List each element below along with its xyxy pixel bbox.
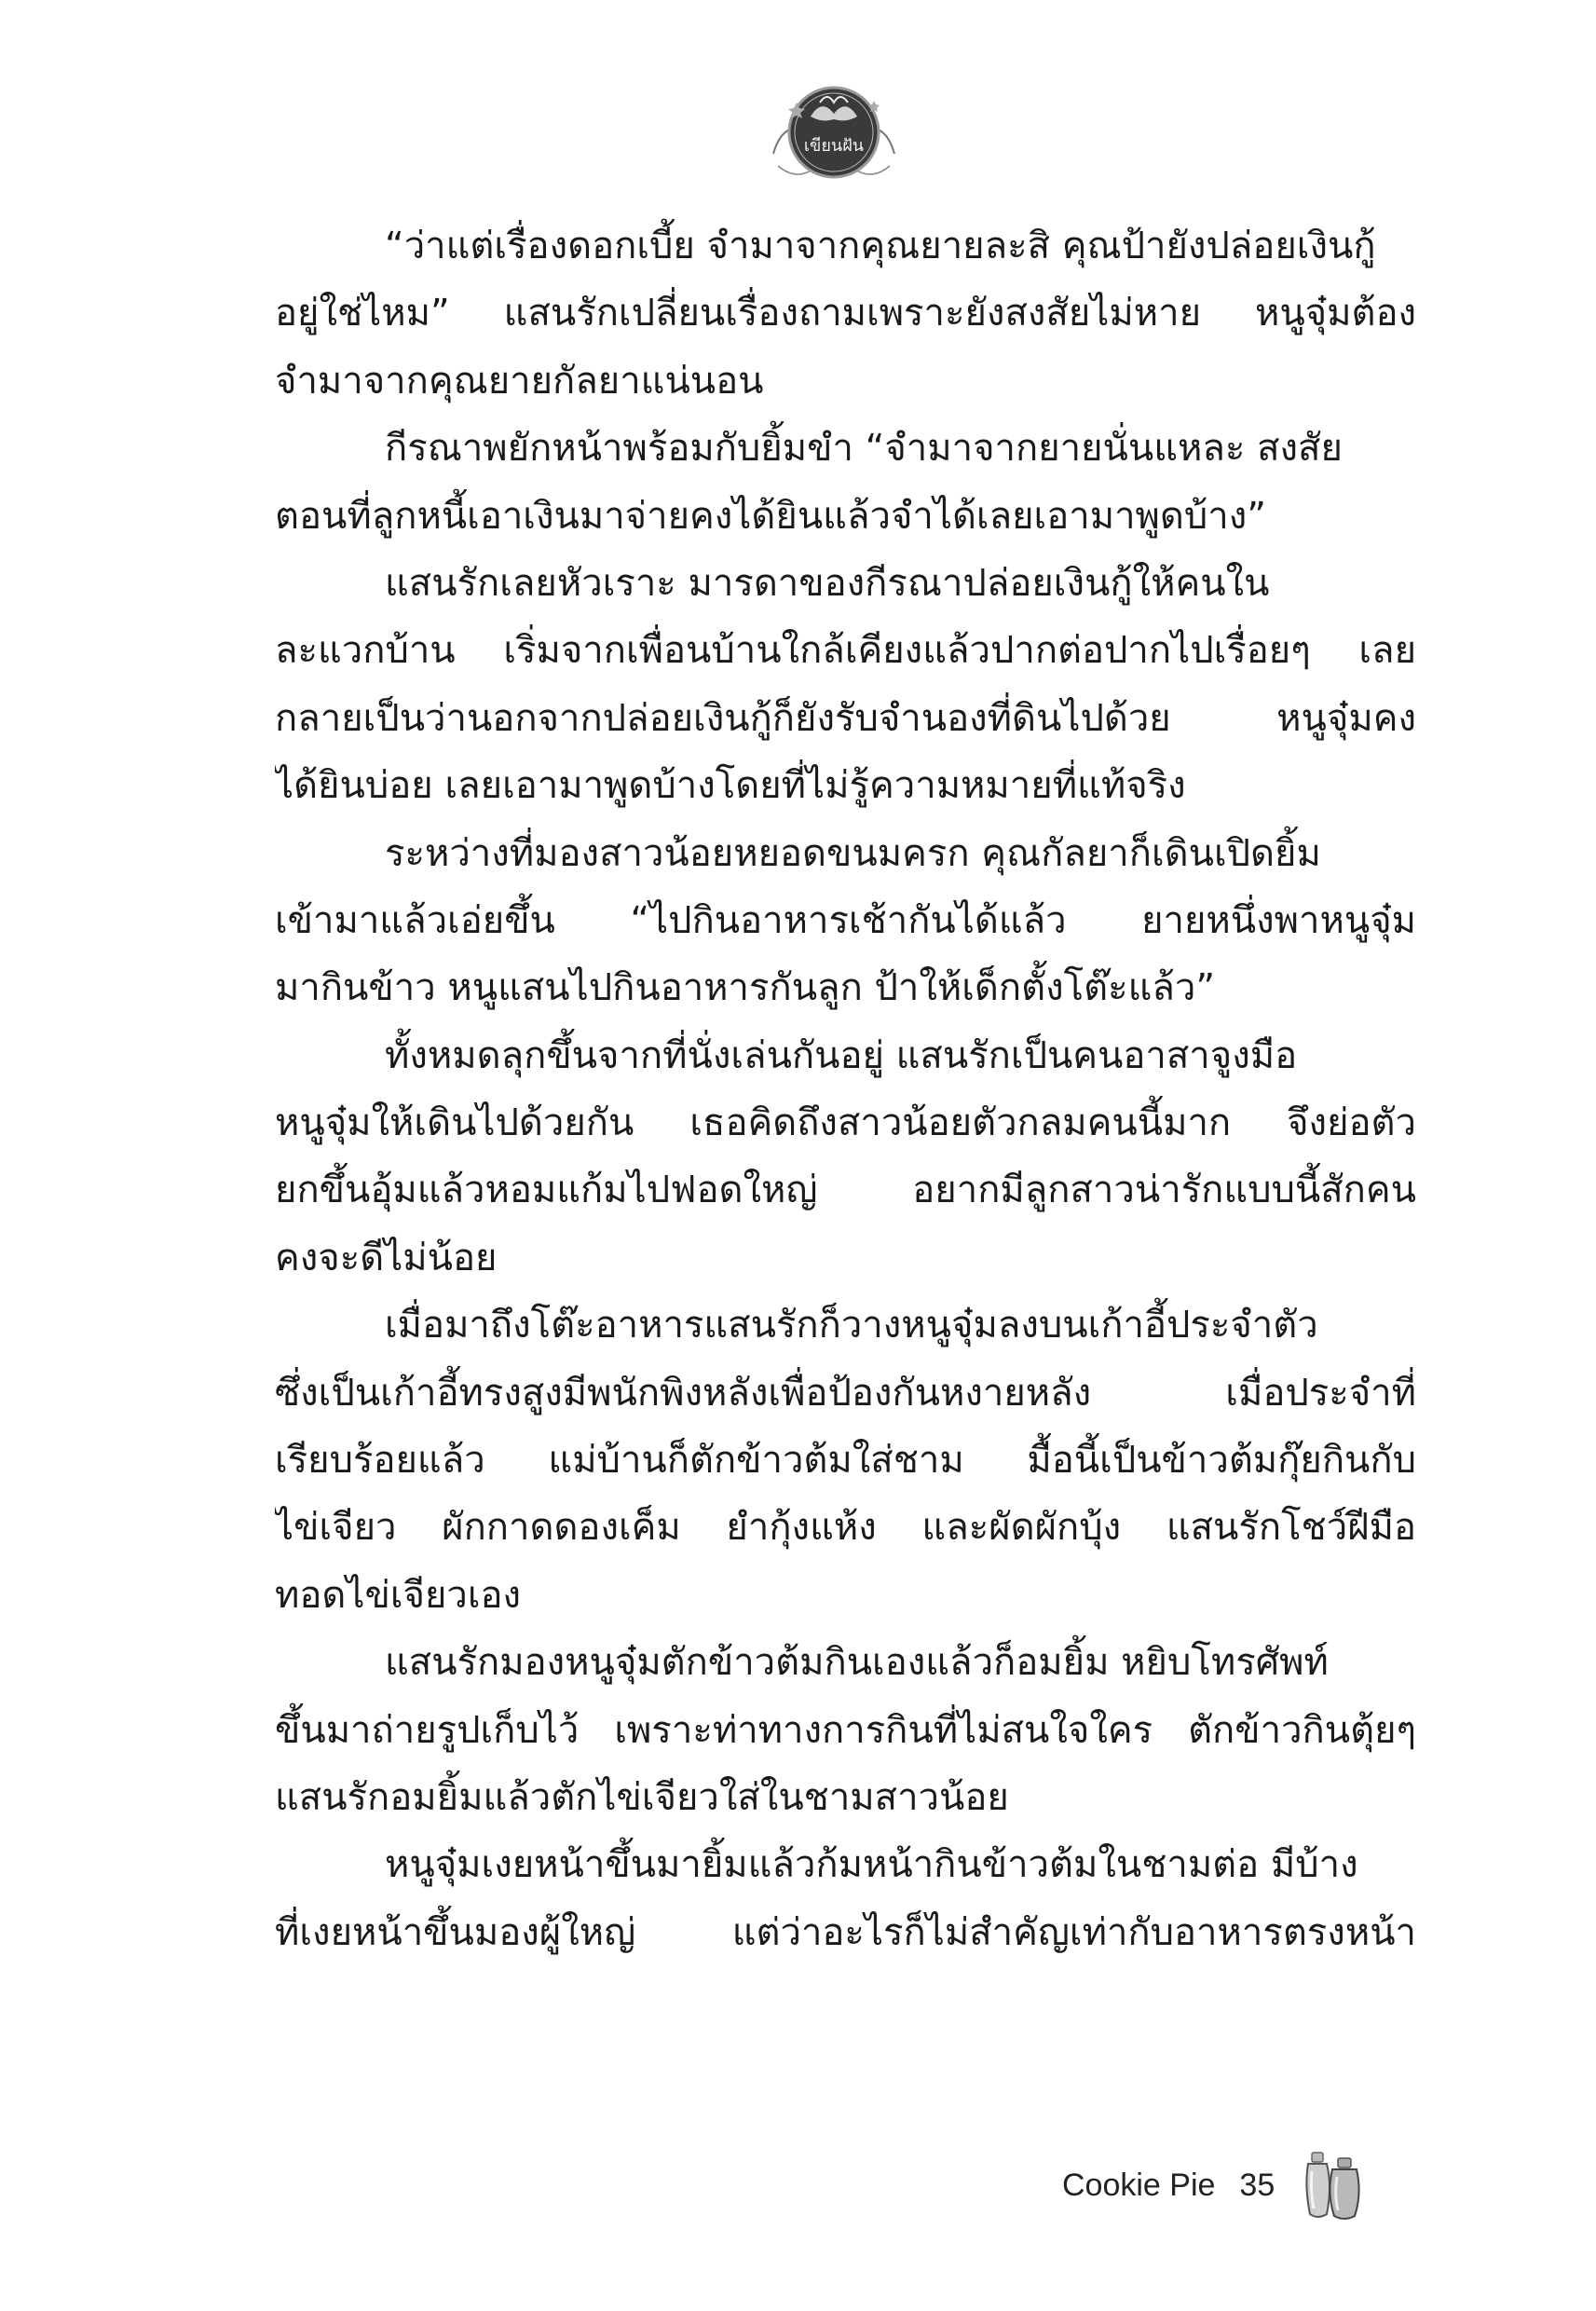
text-line: กลายเป็นว่านอกจากปล่อยเงินกู้ก็ยังรับจำนองที่ดินไปด้วย หนูจุ๋มคง	[275, 696, 1416, 740]
text-line: แสนรักเลยหัวเราะ มารดาของกีรณาปล่อยเงินกู้ให้คนใน	[385, 561, 1270, 605]
text-line: หนูจุ๋มเงยหน้าขึ้นมายิ้มแล้วก้มหน้ากินข้าวต้มในชามต่อ มีบ้าง	[385, 1843, 1358, 1887]
text-line: คงจะดีไม่น้อย	[275, 1236, 498, 1279]
page-footer	[1062, 2153, 1368, 2218]
text-line: ที่เงยหน้าขึ้นมองผู้ใหญ่ แต่ว่าอะไรก็ไม่สำคัญเท่ากับอาหารตรงหน้า	[275, 1910, 1416, 1954]
text-line: ทอดไข่เจียวเอง	[275, 1573, 522, 1617]
text-line: แสนรักอมยิ้มแล้วตักไข่เจียวใส่ในชามสาวน้อย	[275, 1775, 1009, 1819]
text-line: “ว่าแต่เรื่องดอกเบี้ย จำมาจากคุณยายละสิ คุณป้ายังปล่อยเงินกู้	[385, 225, 1376, 267]
text-line: เข้ามาแล้วเอ่ยขึ้น “ไปกินอาหารเช้ากันได้แล้ว ยายหนึ่งพาหนูจุ๋ม	[275, 898, 1416, 942]
text-line: เรียบร้อยแล้ว แม่บ้านก็ตักข้าวต้มใส่ชาม มื้อนี้เป็นข้าวต้มกุ๊ยกินกับ	[275, 1439, 1416, 1483]
body-text	[275, 212, 1416, 1966]
text-line: จำมาจากคุณยายกัลยาแน่นอน	[275, 359, 764, 403]
logo-text: เขียนฝัน	[803, 136, 865, 156]
text-line: กีรณาพยักหน้าพร้อมกับยิ้มขำ “จำมาจากยายนั่นแหละ สงสัย	[385, 427, 1343, 471]
text-line: ได้ยินบ่อย เลยเอามาพูดบ้างโดยที่ไม่รู้ความหมายที่แท้จริง	[275, 764, 1186, 808]
text-line: อยู่ใช่ไหม” แสนรักเปลี่ยนเรื่องถามเพราะยังสงสัยไม่หาย หนูจุ๋มต้อง	[275, 292, 1416, 335]
book-title: Cookie Pie	[1062, 2167, 1216, 2203]
page-number: 35	[1239, 2167, 1275, 2203]
text-line: มากินข้าว หนูแสนไปกินอาหารกันลูก ป้าให้เด็กตั้งโต๊ะแล้ว”	[275, 966, 1216, 1010]
text-line: ยกขึ้นอุ้มแล้วหอมแก้มไปฟอดใหญ่ อยากมีลูกสาวน่ารักแบบนี้สักคน	[275, 1169, 1416, 1212]
text-line: เมื่อมาถึงโต๊ะอาหารแสนรักก็วางหนูจุ๋มลงบนเก้าอี้ประจำตัว	[385, 1304, 1318, 1347]
text-line: ขึ้นมาถ่ายรูปเก็บไว้ เพราะท่าทางการกินที่ไม่สนใจใคร ตักข้าวกินตุ้ยๆ	[275, 1708, 1416, 1752]
perfume-bottles-icon	[1303, 2149, 1368, 2222]
text-line: ตอนที่ลูกหนี้เอาเงินมาจ่ายคงได้ยินแล้วจำได้เลยเอามาพูดบ้าง”	[275, 494, 1266, 538]
text-line: ไข่เจียว ผักกาดดองเค็ม ยำกุ้งแห้ง และผัดผักบุ้ง แสนรักโชว์ฝีมือ	[275, 1506, 1416, 1550]
text-line: หนูจุ๋มให้เดินไปด้วยกัน เธอคิดถึงสาวน้อยตัวกลมคนนี้มาก จึงย่อตัว	[275, 1101, 1416, 1145]
text-line: ซึ่งเป็นเก้าอี้ทรงสูงมีพนักพิงหลังเพื่อป้องกันหงายหลัง เมื่อประจำที่	[275, 1371, 1416, 1415]
text-line: ละแวกบ้าน เริ่มจากเพื่อนบ้านใกล้เคียงแล้วปากต่อปากไปเรื่อยๆ เลย	[275, 629, 1416, 673]
book-logo-icon	[764, 65, 904, 196]
text-line: แสนรักมองหนูจุ๋มตักข้าวต้มกินเองแล้วก็อมยิ้ม หยิบโทรศัพท์	[385, 1641, 1329, 1685]
text-line: ระหว่างที่มองสาวน้อยหยอดขนมครก คุณกัลยาก็เดินเปิดยิ้ม	[385, 831, 1321, 875]
text-line: ทั้งหมดลุกขึ้นจากที่นั่งเล่นกันอยู่ แสนรักเป็นคนอาสาจูงมือ	[385, 1033, 1298, 1077]
